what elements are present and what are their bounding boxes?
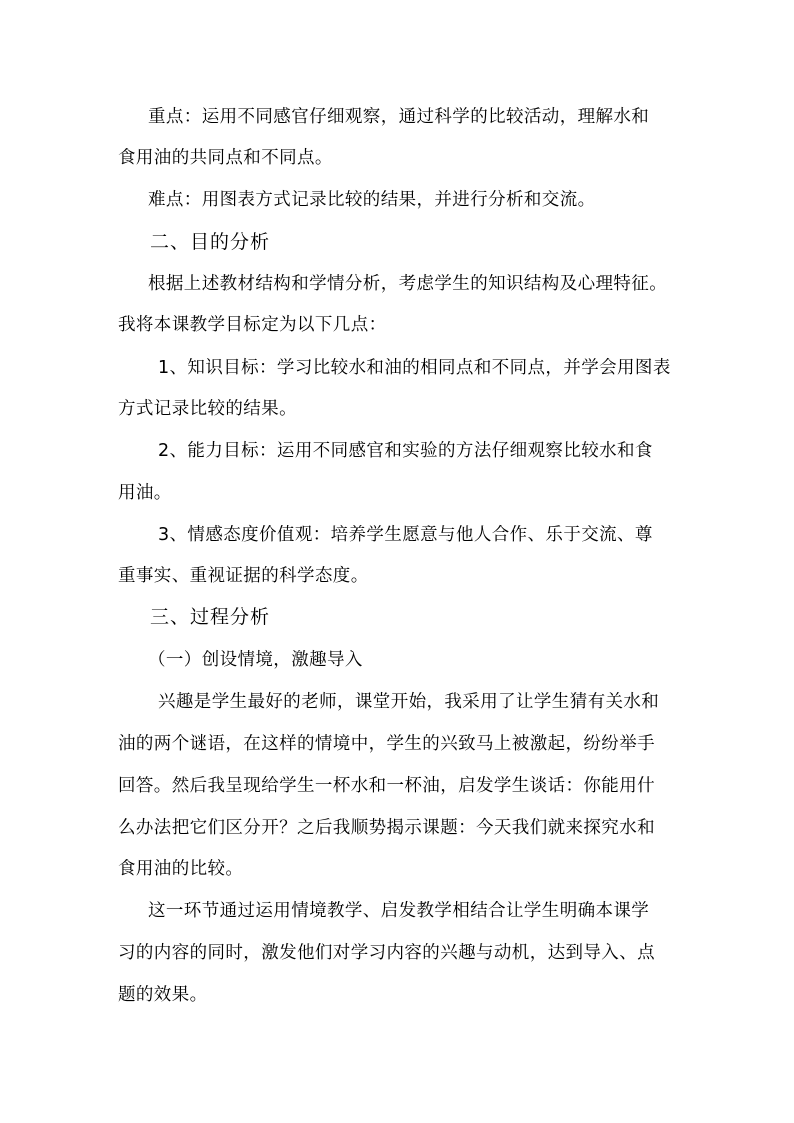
objective-1-line-2: 方式记录比较的结果。: [118, 399, 297, 419]
summary-paragraph-line-2: 习的内容的同时，激发他们对学习内容的兴趣与动机，达到导入、点: [118, 943, 655, 963]
subsection-1-heading: （一）创设情境，激趣导入: [148, 650, 363, 670]
intro-paragraph-line-3: 回答。然后我呈现给学生一杯水和一杯油，启发学生谈话：你能用什: [118, 776, 655, 796]
intro-paragraph-line-5: 食用油的比较。: [118, 859, 244, 879]
objective-3-line-1: 3、情感态度价值观：培养学生愿意与他人合作、乐于交流、尊: [158, 525, 653, 545]
intro-paragraph-line-4: 么办法把它们区分开？之后我顺势揭示课题：今天我们就来探究水和: [118, 818, 655, 838]
intro-paragraph-line-2: 油的两个谜语，在这样的情境中，学生的兴致马上被激起，纷纷举手: [118, 734, 655, 754]
objective-3-line-2: 重事实、重视证据的科学态度。: [118, 566, 369, 586]
key-point-line-1: 重点：运用不同感官仔细观察，通过科学的比较活动，理解水和: [148, 107, 650, 127]
key-point-line-2: 食用油的共同点和不同点。: [118, 148, 333, 168]
objective-2-line-1: 2、能力目标：运用不同感官和实验的方法仔细观察比较水和食: [158, 441, 653, 461]
objective-1-line-1: 1、知识目标：学习比较水和油的相同点和不同点，并学会用图表: [158, 358, 671, 378]
section-2-intro-line-1: 根据上述教材结构和学情分析，考虑学生的知识结构及心理特征。: [148, 274, 668, 294]
objective-2-line-2: 用油。: [118, 483, 172, 503]
summary-paragraph-line-3: 题的效果。: [118, 985, 208, 1005]
summary-paragraph-line-1: 这一环节通过运用情境教学、启发教学相结合让学生明确本课学: [148, 901, 650, 921]
intro-paragraph-line-1: 兴趣是学生最好的老师，课堂开始，我采用了让学生猜有关水和: [158, 692, 660, 712]
section-2-heading: 二、目的分析: [150, 231, 271, 253]
difficult-point-line-1: 难点：用图表方式记录比较的结果，并进行分析和交流。: [148, 190, 596, 210]
section-3-heading: 三、过程分析: [150, 606, 271, 628]
section-2-intro-line-2: 我将本课教学目标定为以下几点：: [118, 315, 387, 335]
